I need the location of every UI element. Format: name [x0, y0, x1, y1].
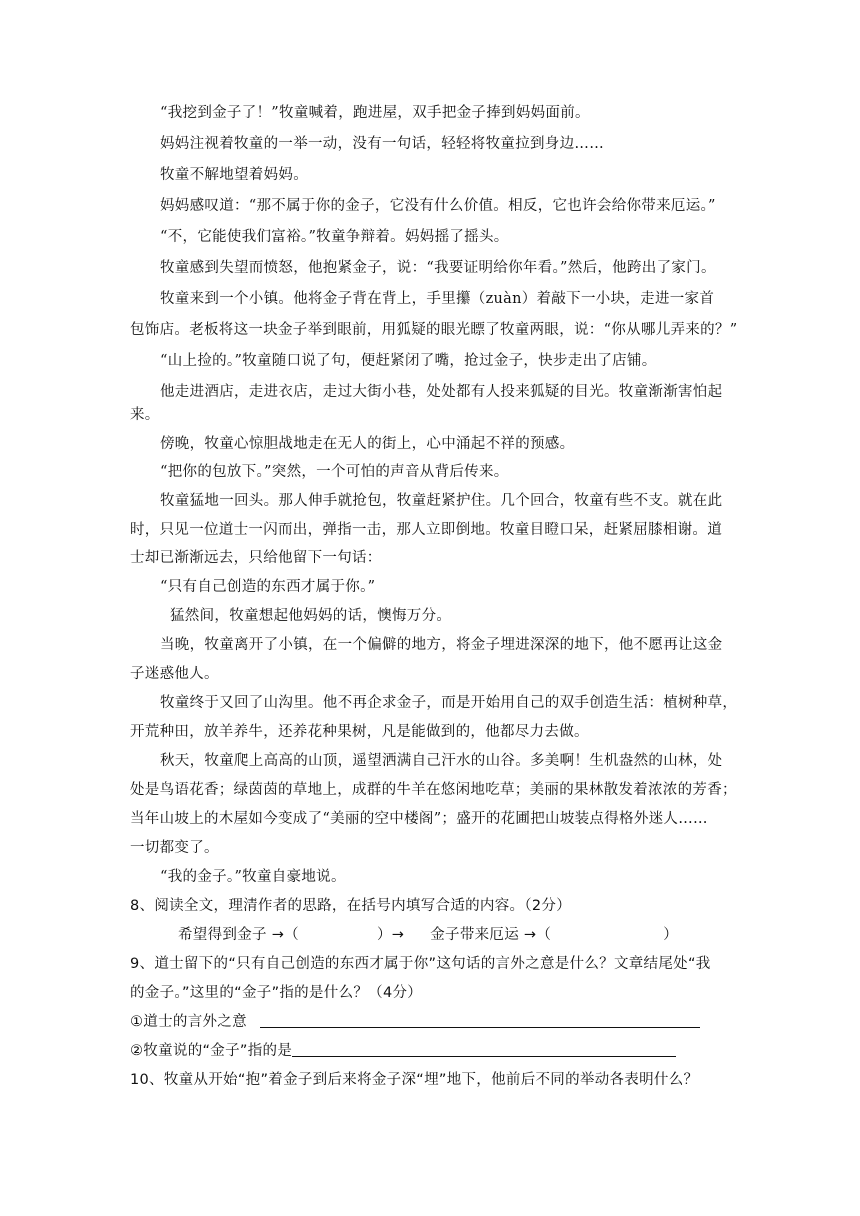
flow-step-4: ）	[663, 927, 678, 943]
passage-line: 当晚，牧童离开了小镇，在一个偏僻的地方，将金子埋进深深的地下，他不愿再让这金	[160, 637, 723, 653]
passage-line: 牧童终于又回了山沟里。他不再企求金子，而是开始用自己的双手创造生活：植树种草，	[160, 695, 738, 711]
passage-line: 子迷惑他人。	[130, 666, 219, 682]
passage-line: 处是鸟语花香；绿茵茵的草地上，成群的牛羊在悠闲地吃草；美丽的果林散发着浓浓的芳香；	[130, 782, 737, 798]
answer-9a	[130, 1012, 700, 1032]
answer-9b-label: ②牧童说的“金子”指的是	[130, 1043, 293, 1059]
answer-9a-blank[interactable]	[260, 1013, 700, 1028]
answer-9b-blank[interactable]	[292, 1042, 676, 1057]
passage-line: “山上捡的。”牧童随口说了句，便赶紧闭了嘴，抢过金子，快步走出了店铺。	[160, 353, 657, 369]
passage-line: “我挖到金子了！”牧童喊着，跑进屋，双手把金子捧到妈妈面前。	[160, 105, 590, 121]
passage-line: “只有自己创造的东西才属于你。”	[160, 579, 376, 595]
passage-line: “把你的包放下。”突然，一个可怕的声音从背后传来。	[160, 464, 509, 480]
passage-line: 当年山坡上的木屋如今变成了“美丽的空中楼阁”；盛开的花圃把山坡装点得格外迷人……	[130, 811, 708, 827]
flow-step-2: ）→	[376, 927, 405, 943]
passage-line: “我的金子。”牧童自豪地说。	[160, 869, 346, 885]
passage-line: 牧童不解地望着妈妈。	[160, 167, 308, 183]
flow-step-1: 希望得到金子 →（	[178, 927, 299, 943]
passage-line: 他走进酒店，走进衣店，走过大街小巷，处处都有人投来狐疑的目光。牧童渐渐害怕起	[160, 384, 723, 400]
passage-line: 妈妈感叹道：“那不属于你的金子，它没有什么价值。相反，它也许会给你带来厄运。”	[160, 198, 716, 214]
passage-line: “不，它能使我们富裕。”牧童争辩着。妈妈摇了摇头。	[160, 229, 509, 245]
passage-line: 牧童感到失望而愤怒，他抱紧金子，说：“我要证明给你年看。”然后，他跨出了家门。	[160, 260, 716, 276]
passage-line: 一切都变了。	[130, 840, 219, 856]
passage-line: 来。	[130, 407, 160, 423]
question-8: 8、阅读全文，理清作者的思路，在括号内填写合适的内容。（2分）	[130, 898, 571, 914]
passage-line: 傍晚，牧童心惊胆战地走在无人的街上，心中涌起不祥的预感。	[160, 436, 575, 452]
passage-line: 猛然间，牧童想起他妈妈的话，懊悔万分。	[170, 608, 452, 624]
passage-line: 开荒种田，放羊养牛，还养花种果树，凡是能做到的，他都尽力去做。	[130, 724, 589, 740]
passage-line: 时，只见一位道士一闪而出，弹指一击，那人立即倒地。牧童目瞪口呆，赶紧屈膝相谢。道	[130, 522, 722, 538]
question-9-line1: 9、道士留下的“只有自己创造的东西才属于你”这句话的言外之意是什么？文章结尾处“我	[130, 956, 711, 972]
passage-line: 士却已渐渐远去，只给他留下一句话：	[130, 550, 382, 566]
question-8-flow	[178, 925, 678, 945]
passage-line: 牧童来到一个小镇。他将金子背在背上，手里攥（zuàn）着敲下一小块，走进一家首	[160, 291, 715, 307]
passage-line: 秋天，牧童爬上高高的山顶，遥望洒满自己汗水的山谷。多美啊！生机盎然的山林，处	[160, 753, 723, 769]
passage-line: 包饰店。老板将这一块金子举到眼前，用狐疑的眼光瞟了牧童两眼，说：“你从哪儿弄来的？”	[130, 322, 738, 338]
flow-step-3: 金子带来厄运 →（	[430, 927, 552, 943]
question-9-line2: 的金子。”这里的“金子”指的是什么？（4分）	[130, 985, 423, 1001]
passage-line: 牧童猛地一回头。那人伸手就抢包，牧童赶紧护住。几个回合，牧童有些不支。就在此	[160, 493, 723, 509]
answer-9b	[130, 1041, 676, 1061]
passage-line: 妈妈注视着牧童的一举一动，没有一句话，轻轻将牧童拉到身边……	[160, 136, 604, 152]
answer-9a-label: ①道士的言外之意	[130, 1014, 247, 1030]
question-10: 10、牧童从开始“抱”着金子到后来将金子深“埋”地下，他前后不同的举动各表明什么？	[130, 1072, 699, 1088]
